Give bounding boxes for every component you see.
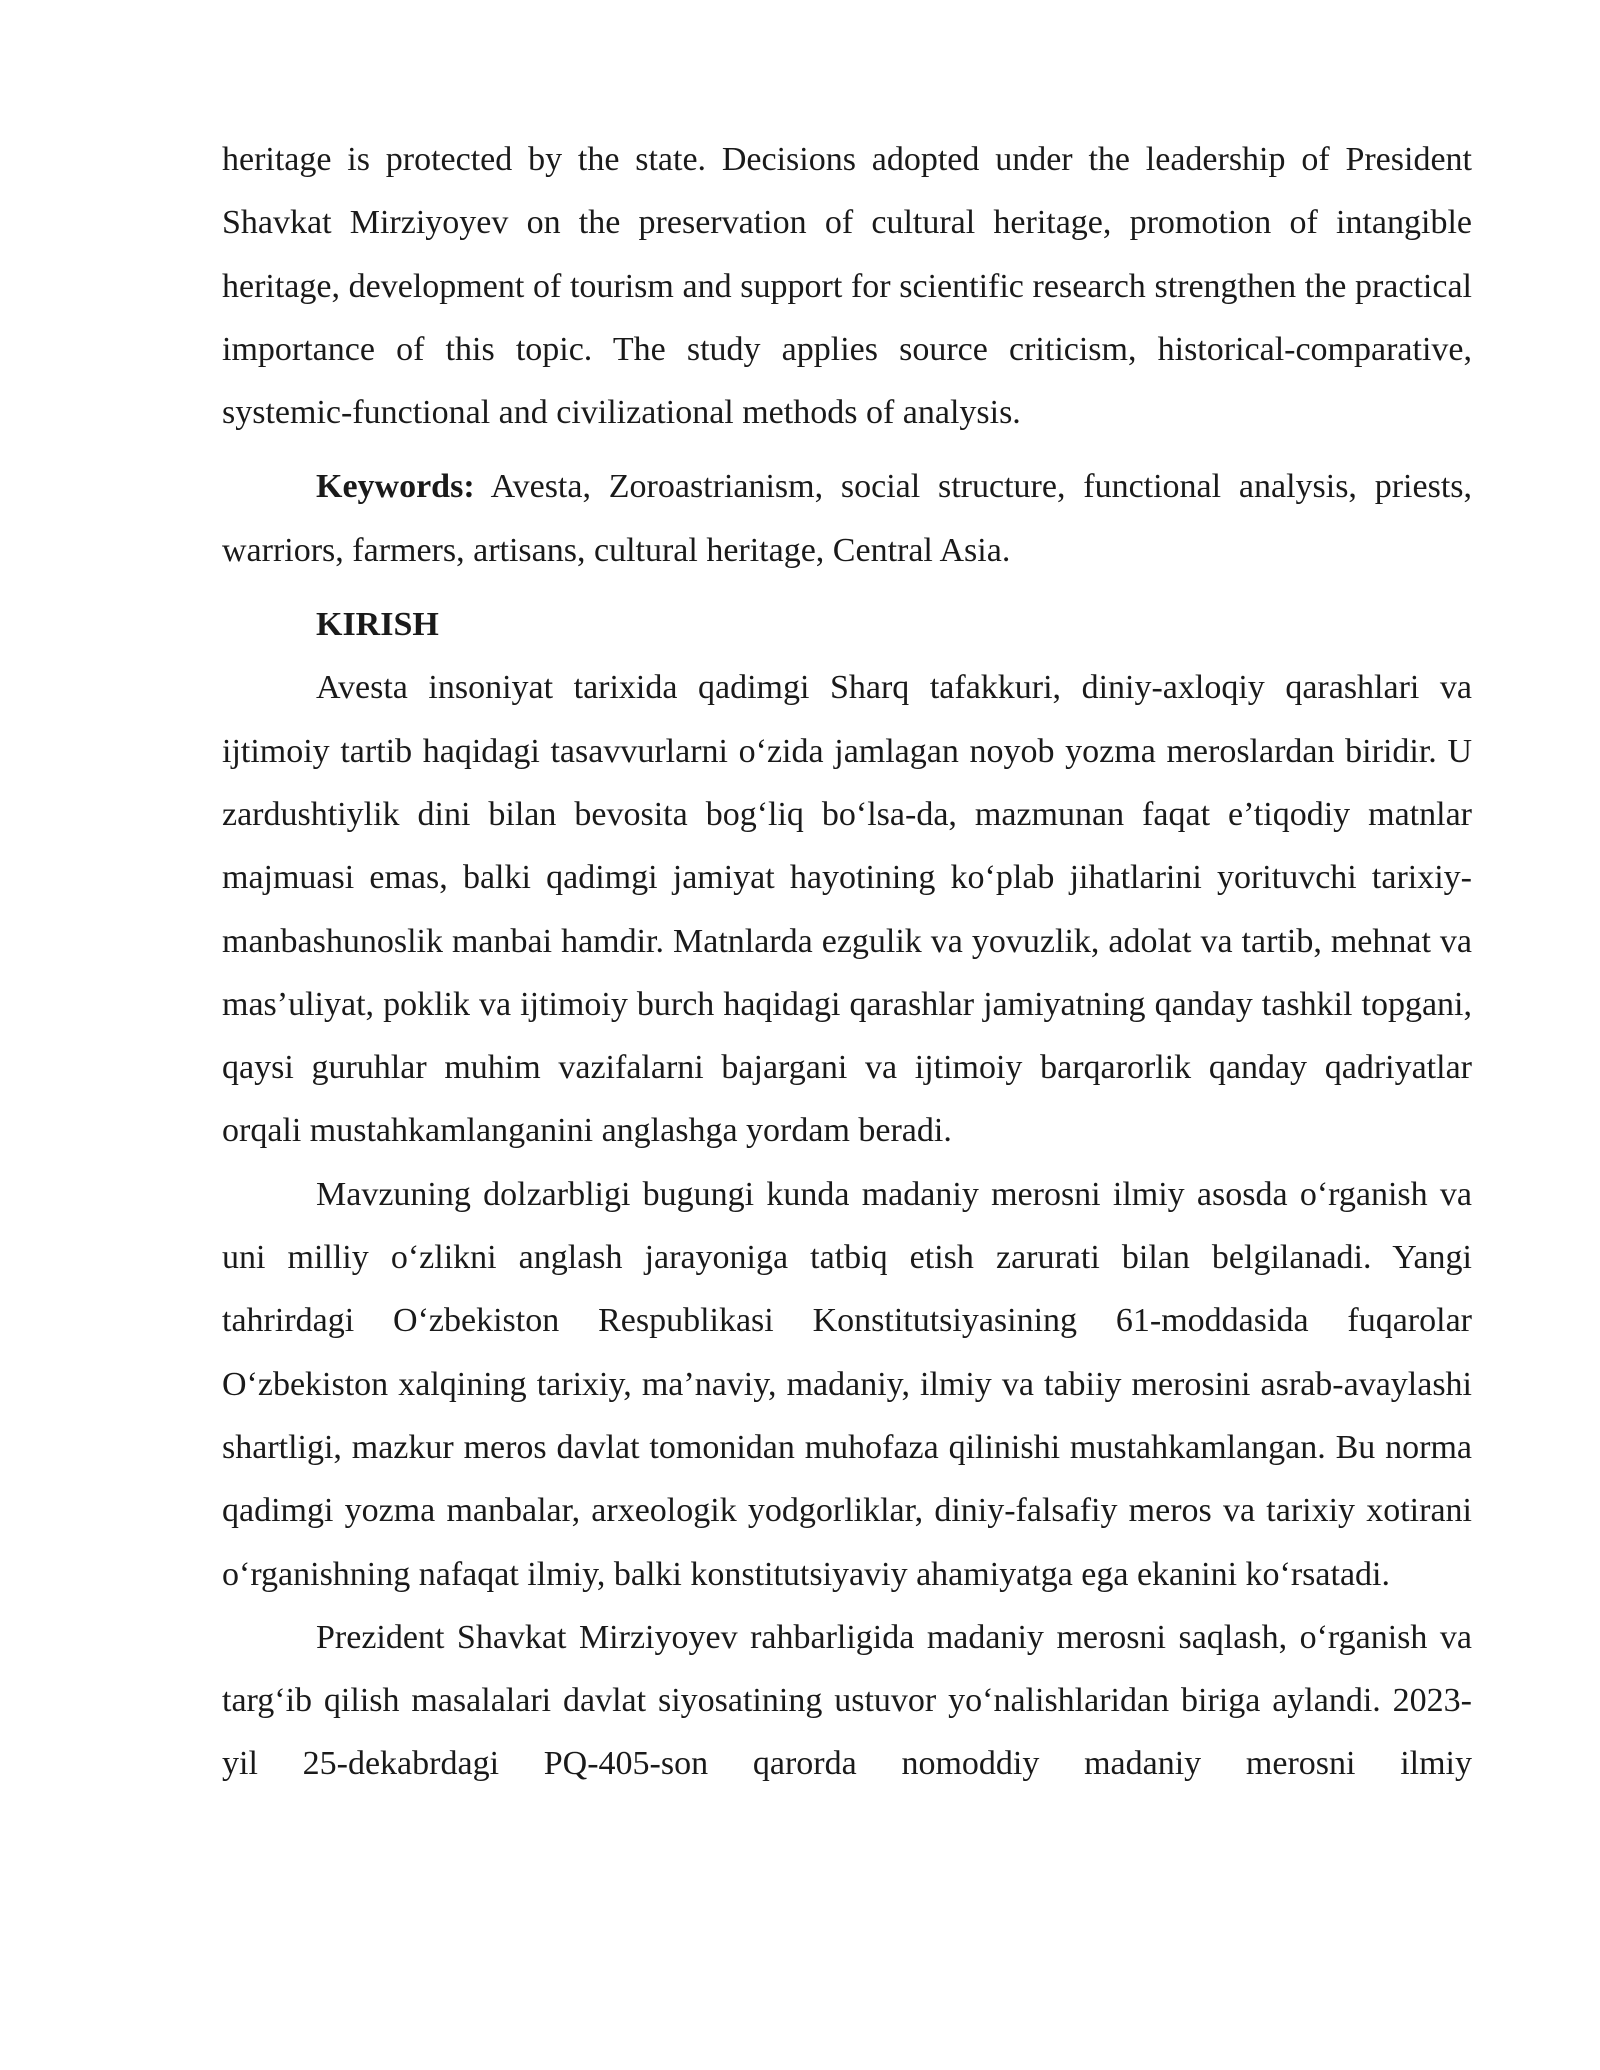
- keywords-text: Avesta, Zoroastrianism, social structure, functional analysis, priests, warriors, farmers, artisans, cultural heritage, Central Asia.: [222, 468, 1472, 569]
- body-paragraph: Avesta insoniyat tarixida qadimgi Sharq tafakkuri, diniy-axloqiy qarashlari va ijtimoiy tartib haqidagi tasavvurlarni o‘zida jamlagan noyob yozma meroslardan biridir. U zardushtiylik dini bilan bevosita bog‘liq bo‘lsa-da, mazmunan faqat e’tiqodiy matnlar majmuasi emas, balki qadimgi jamiyat hayotining ko‘plab jihatlarini yorituvchi tarixiy-manbashunoslik manbai hamdir. Matnlarda ezgulik va yovuzlik, adolat va tartib, mehnat va mas’uliyat, poklik va ijtimoiy burch haqidagi qarashlar jamiyatning qanday tashkil topgani, qaysi guruhlar muhim vazifalarni bajargani va ijtimoiy barqarorlik qanday qadriyatlar orqali mustahkamlanganini anglashga yordam beradi.: [222, 669, 1472, 1150]
- keywords-label: Keywords:: [316, 468, 475, 506]
- section-heading: KIRISH: [316, 606, 439, 644]
- body-paragraph: Prezident Shavkat Mirziyoyev rahbarligida madaniy merosni saqlash, o‘rganish va targ‘ib qilish masalalari davlat siyosatining ustuvor yo‘nalishlaridan biriga aylandi. 2023-yil 25-dekabrdagi PQ-405-son qarorda nomoddiy madaniy merosni ilmiy: [222, 1618, 1472, 1783]
- body-paragraph: Mavzuning dolzarbligi bugungi kunda madaniy merosni ilmiy asosda o‘rganish va uni milliy o‘zlikni anglash jarayoniga tatbiq etish zarurati bilan belgilanadi. Yangi tahrirdagi O‘zbekiston Respublikasi Konstitutsiyasining 61-moddasida fuqarolar O‘zbekiston xalqining tarixiy, ma’naviy, madaniy, ilmiy va tabiiy merosini asrab-avaylashi shartligi, mazkur meros davlat tomonidan muhofaza qilinishi mustahkamlangan. Bu norma qadimgi yozma manbalar, arxeologik yodgorliklar, diniy-falsafiy meros va tarixiy xotirani o‘rganishning nafaqat ilmiy, balki konstitutsiyaviy ahamiyatga ega ekanini ko‘rsatadi.: [222, 1175, 1472, 1593]
- abstract-continuation-paragraph: heritage is protected by the state. Decisions adopted under the leadership of President Shavkat Mirziyoyev on the preservation of cultural heritage, promotion of intangible heritage, development of tourism and support for scientific research strengthen the practical importance of this topic. The study applies source criticism, historical-comparative, systemic-functional and civilizational methods of analysis.: [222, 141, 1472, 432]
- document-page: [222, 128, 1472, 1796]
- keywords-paragraph: [222, 455, 1472, 582]
